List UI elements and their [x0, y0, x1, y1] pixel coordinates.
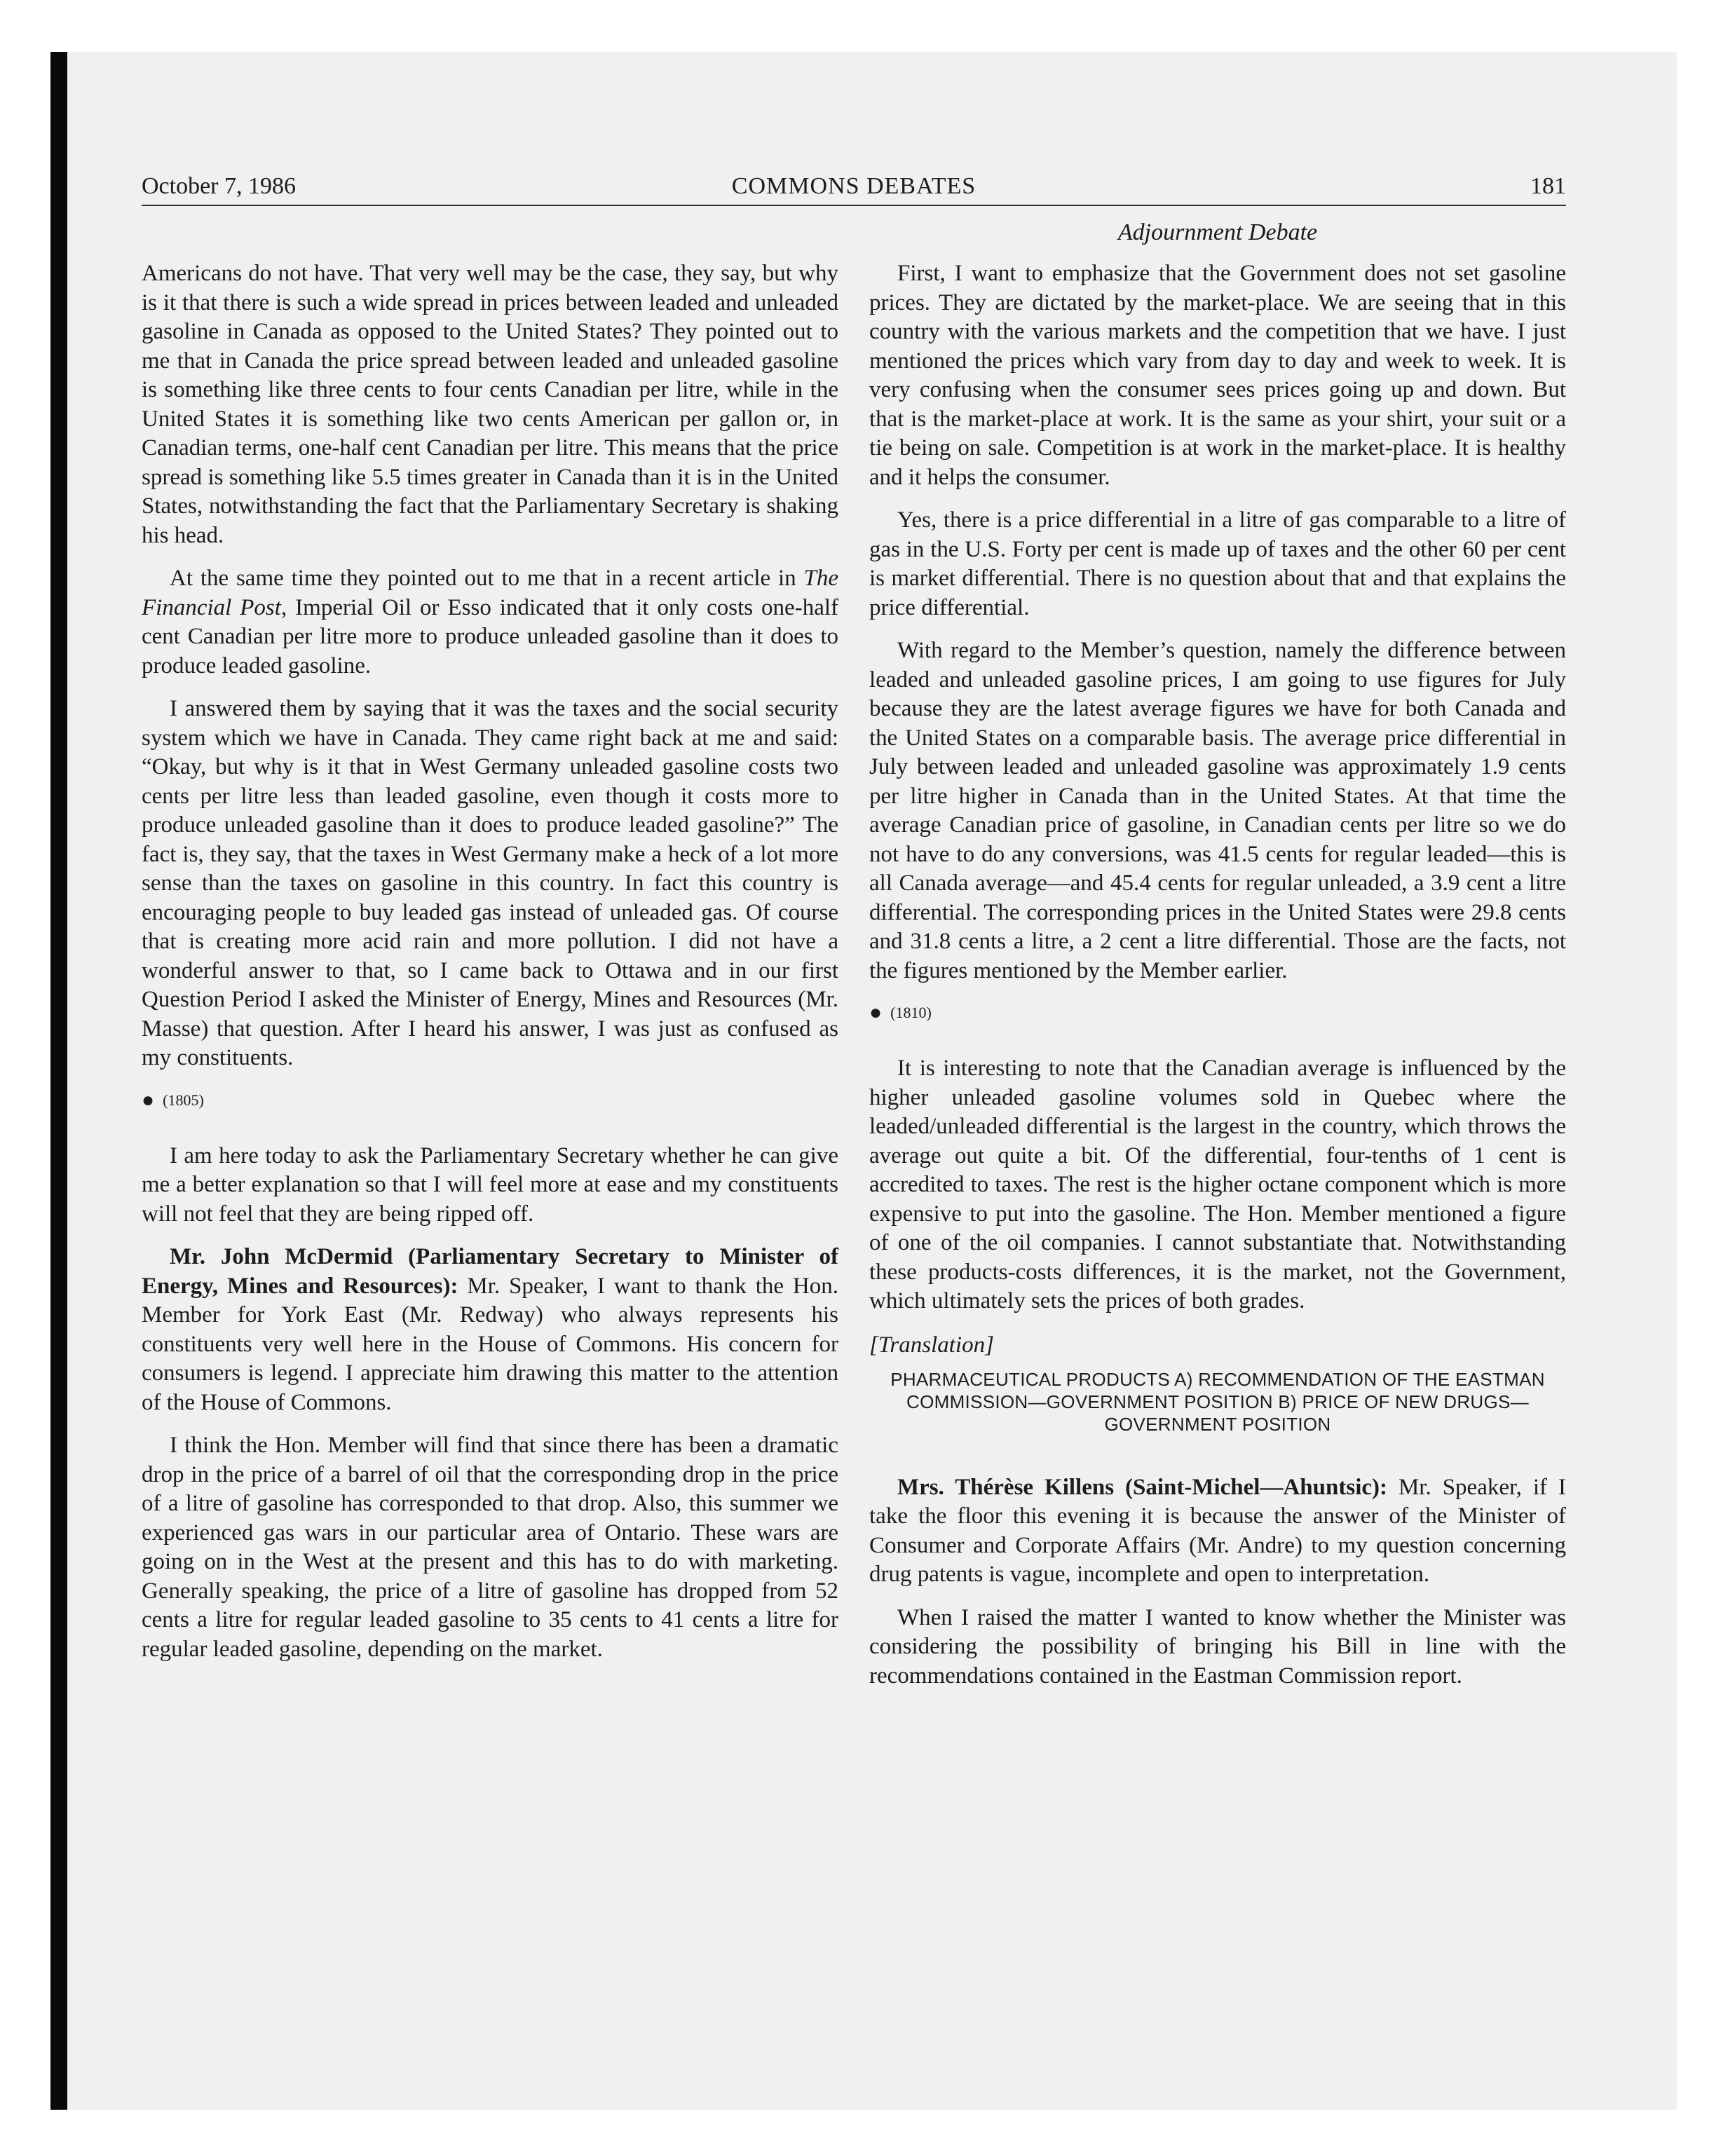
paragraph: I am here today to ask the Parliamentary Secretary whether he can give me a better explanation so that I will feel more at ease and my constituents will not feel that they are being ripped off.: [142, 1142, 838, 1227]
paragraph: It is interesting to note that the Canadian average is influenced by the higher unleaded gasoline volumes sold in Quebec where the leaded/unleaded differential is the largest in the country, which throws the average out quite a bit. Of the differential, four-tenths of 1 cent is accredited to taxes. The rest is the higher octane component which is more expensive to put into the gasoline. The Hon. Member mentioned a figure of one of the oil companies. I cannot substantiate that. Notwithstanding these products-costs differences, it is the market, not the Government, which ultimately sets the prices of both grades.: [869, 1056, 1566, 1314]
header-publication: COMMONS DEBATES: [731, 173, 977, 199]
publication-title: The Financial Post: [142, 566, 838, 620]
paragraph-text: Mr. Speaker, if I take the floor this evening it is because the answer of the Minister of Consumer and Corporate Affairs (Mr. Andre) to my question concerning drug patents is vague, incomplete and open to interpretation.: [869, 1474, 1566, 1587]
translation-text: Translation: [878, 1332, 986, 1358]
section-subheader: Adjournment Debate: [1117, 219, 1318, 245]
bullet-dot-icon: ●: [869, 1001, 883, 1024]
paragraph: First, I want to emphasize that the Government does not set gasoline prices. They are dictated by the market-place. We are seeing that in this country with the various markets and the competition that we have. I just mentioned the prices which vary from day to day and week to week. It is very confusing when the consumer sees prices going up and down. But that is the market-place at work. It is the same as your shirt, your suit or a tie being on sale. Competition is at work in the market-place. It is healthy and it helps the consumer.: [869, 261, 1566, 490]
header-date: October 7, 1986: [142, 173, 297, 199]
section-title: PHARMACEUTICAL PRODUCTS A) RECOMMENDATION OF THE EASTMAN COMMISSION—GOVERNMENT POSITION B) PRICE OF NEW DRUGS—GOVERNMENT POSITION: [890, 1368, 1545, 1435]
header-page-number: 181: [1530, 173, 1566, 199]
paragraph: When I raised the matter I wanted to know whether the Minister was considering the possibility of bringing his Bill in line with the recommendations contained in the Eastman Commission report.: [869, 1604, 1566, 1688]
paragraph: [869, 1473, 1566, 1590]
speaker-name: Mrs. Thérèse Killens (Saint-Michel—Ahuntsic):: [897, 1474, 1387, 1500]
paragraph: With regard to the Member’s question, namely the difference between leaded and unleaded gasoline prices, I am going to use figures for July because they are the latest average figures we have for both Canada and the United States on a comparable basis. The average price differential in July between leaded and unleaded gasoline was approximately 1.9 cents per litre higher in Canada than in the United States. At that time the average Canadian price of gasoline, in Canadian cents per litre so we do not have to do any conversions, was 41.5 cents for regular leaded—this is all Canada average—and 45.4 cents for regular unleaded, a 3.9 cent a litre differential. The corresponding prices in the United States were 29.8 cents and 31.8 cents a litre, a 2 cent a litre differential. Those are the facts, not the figures mentioned by the Member earlier.: [869, 638, 1566, 983]
time-marker-text: (1810): [890, 1004, 932, 1021]
right-column: [869, 259, 1566, 1705]
paragraph: Americans do not have. That very well may be the case, they say, but why is it that there is such a wide spread in prices between leaded and unleaded gasoline in Canada as opposed to the United States? They pointed out to me that in Canada the price spread between leaded and unleaded gasoline is something like three cents to four cents Canadian per litre, while in the United States it is something like two cents American per gallon or, in Canadian terms, one-half cent Canadian per litre. This means that the price spread is something like 5.5 times greater in Canada than it is in the United States, notwithstanding the fact that the Parliamentary Secretary is shaking his head.: [142, 261, 838, 548]
paragraph: Yes, there is a price differential in a litre of gas comparable to a litre of gas in the U.S. Forty per cent is made up of taxes and the other 60 per cent is market differential. There is no question about that and that explains the price differential.: [869, 507, 1566, 620]
time-marker: [869, 1002, 1566, 1023]
left-column: [142, 259, 838, 1678]
paragraph-text: , Imperial Oil or Esso indicated that it only costs one-half cent Canadian per litre more to produce unleaded gasoline than it does to produce leaded gasoline.: [142, 594, 839, 678]
page-header: [142, 168, 1566, 206]
speaker-name: Mr. John McDermid (Parliamentary Secretary to Minister of Energy, Mines and Resources):: [142, 1244, 838, 1299]
bullet-dot-icon: ●: [142, 1088, 155, 1112]
paragraph-text: At the same time they pointed out to me that in a recent article in: [170, 566, 804, 591]
time-marker-text: (1805): [163, 1091, 204, 1109]
paragraph: I think the Hon. Member will find that since there has been a dramatic drop in the price of a barrel of oil that the corresponding drop in the price of a litre of gasoline has corresponded to that drop. Also, this summer we experienced gas wars in our particular area of Ontario. These wars are going on in the West at the present and this has to do with marketing. Generally speaking, the price of a litre of gasoline has dropped from 52 cents a litre for regular leaded gasoline to 35 cents to 41 cents a litre for regular leaded gasoline, depending on the market.: [142, 1433, 838, 1662]
scan-binding-edge: [50, 52, 67, 2110]
translation-note: [Translation]: [869, 1332, 994, 1358]
paragraph: [142, 1243, 838, 1417]
paragraph-text: Mr. Speaker, I want to thank the Hon. Member for York East (Mr. Redway) who always represents his constituents very well here in the House of Commons. His concern for consumers is legend. I appreciate him drawing this matter to the attention of the House of Commons.: [142, 1273, 838, 1415]
time-marker: [142, 1090, 838, 1111]
paragraph: [142, 564, 838, 681]
paragraph: I answered them by saying that it was the taxes and the social security system which we have in Canada. They came right back at me and said: “Okay, but why is it that in West Germany unleaded gasoline costs two cents per litre less than leaded gasoline, even though it costs more to produce unleaded gasoline than it does to produce leaded gasoline?” The fact is, they say, that the taxes in West Germany make a heck of a lot more sense than the taxes on gasoline in this country. In fact this country is encouraging people to buy leaded gas instead of unleaded gas. Of course that is creating more acid rain and more pollution. I did not have a wonderful answer to that, so I came back to Ottawa and in our first Question Period I asked the Minister of Energy, Mines and Resources (Mr. Masse) that question. After I heard his answer, I was just as confused as my constituents.: [142, 696, 838, 1070]
